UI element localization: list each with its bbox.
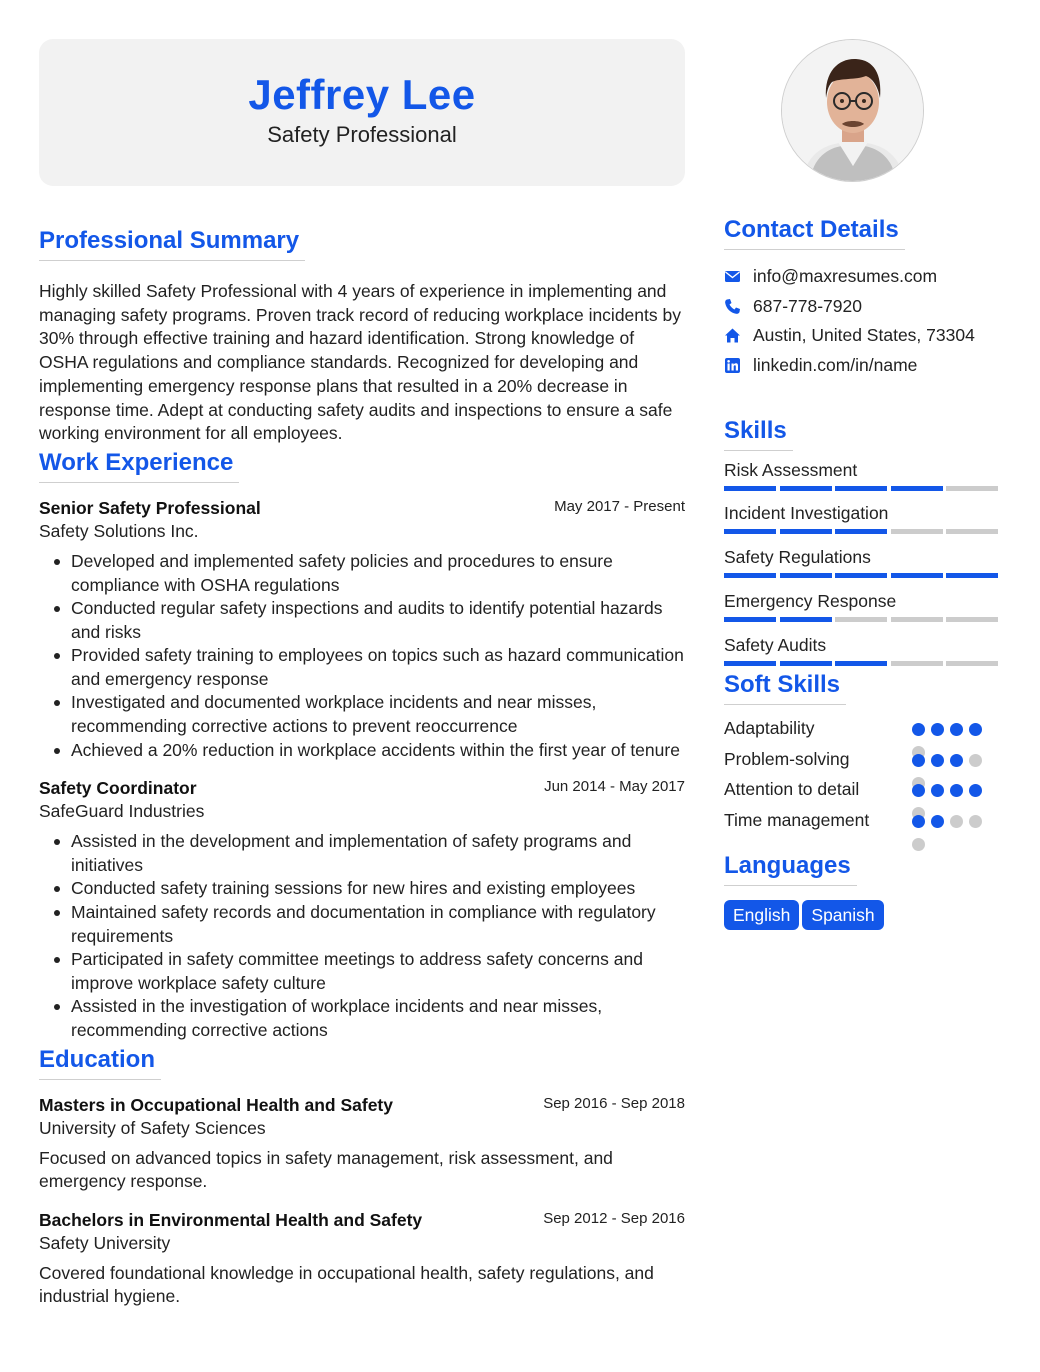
job-bullet: Conducted safety training sessions for new hires and existing employees [39,877,685,901]
skill-level-segment [835,529,887,534]
school-name: University of Safety Sciences [39,1117,266,1138]
job-bullet: Maintained safety records and documentation in compliance with regulatory requirements [39,901,685,948]
rating-dot [950,784,963,797]
contact-linkedin-text: linkedin.com/in/name [753,355,918,376]
skill-level-bar [724,529,1000,534]
skill-level-segment [780,529,832,534]
skill-level-segment [835,486,887,491]
skill-level-segment [946,661,998,666]
job-date: Jun 2014 - May 2017 [544,778,685,796]
skill-label: Safety Audits [724,634,827,655]
skill-item [724,546,1004,590]
job-bullet: Assisted in the investigation of workplace incidents and near misses, recommending corrective actions [39,995,685,1042]
education-entry [39,1209,685,1309]
skill-level-segment [891,486,943,491]
skill-level-segment [891,661,943,666]
rating-dot [931,815,944,828]
school-name: Safety University [39,1232,171,1253]
summary-heading: Professional Summary [39,226,305,261]
job-company: Safety Solutions Inc. [39,520,199,541]
education-date: Sep 2016 - Sep 2018 [543,1094,685,1112]
skill-level-segment [835,661,887,666]
skill-level-bar [724,486,1000,491]
contact-linkedin[interactable] [724,354,1004,384]
skill-item [724,590,1004,634]
rating-dot [912,723,925,736]
rating-dot [950,723,963,736]
soft-skill-rating [912,815,992,829]
profile-photo [781,39,924,182]
skill-level-segment [946,529,998,534]
soft-skill-rating [912,784,992,798]
skill-level-segment [724,661,776,666]
skill-level-segment [724,617,776,622]
soft-skill-rating [912,723,992,737]
job-date: May 2017 - Present [554,497,685,515]
job-bullet: Conducted regular safety inspections and audits to identify potential hazards and risks [39,597,685,644]
skill-level-bar [724,661,1000,666]
soft-skill-label: Problem-solving [724,748,850,769]
skill-level-segment [780,573,832,578]
contact-email[interactable] [724,265,1004,295]
linkedin-icon [724,357,741,374]
skill-level-bar [724,617,1000,622]
rating-dot [969,784,982,797]
education-description: Covered foundational knowledge in occupational health, safety regulations, and industrial hygiene. [39,1262,654,1307]
soft-skill-label: Attention to detail [724,779,860,800]
skill-level-segment [724,486,776,491]
languages-list [724,900,1004,930]
soft-skill-item [724,717,1004,748]
skill-level-segment [724,573,776,578]
envelope-icon [724,268,741,285]
contact-location-text: Austin, United States, 73304 [753,325,975,346]
education-entry [39,1094,685,1194]
avatar-illustration [782,40,924,182]
rating-dot [912,784,925,797]
job-bullet: Participated in safety committee meetings to address safety concerns and improve workplace safety culture [39,948,685,995]
soft-skill-label: Time management [724,809,870,830]
skill-level-segment [891,573,943,578]
skill-item [724,502,1004,546]
skills-list [724,459,1004,677]
rating-dot [950,754,963,767]
skill-level-segment [835,573,887,578]
degree-title: Masters in Occupational Health and Safety [39,1094,393,1115]
soft-skills-list [724,717,1004,839]
job-bullets [39,830,685,1042]
home-icon [724,327,741,344]
job-title: Senior Safety Professional [39,497,261,518]
education-heading: Education [39,1045,161,1080]
skill-label: Emergency Response [724,590,897,611]
skill-level-segment [835,617,887,622]
skills-heading: Skills [724,416,793,451]
skill-level-segment [946,486,998,491]
soft-skill-item [724,778,1004,809]
job-entry [39,777,685,1042]
soft-skill-rating [912,754,992,768]
rating-dot [912,754,925,767]
skill-level-segment [891,529,943,534]
job-company: SafeGuard Industries [39,801,205,822]
job-bullet: Assisted in the development and implementation of safety programs and initiatives [39,830,685,877]
candidate-name: Jeffrey Lee [248,71,476,118]
candidate-title: Safety Professional [267,122,457,147]
rating-dot [969,723,982,736]
contact-phone[interactable] [724,295,1004,325]
degree-title: Bachelors in Environmental Health and Safety [39,1209,423,1230]
work-heading: Work Experience [39,448,239,483]
contact-list [724,265,1004,384]
languages-heading: Languages [724,851,857,886]
contact-email-text: info@maxresumes.com [753,266,938,286]
contact-phone-text: 687-778-7920 [753,295,862,316]
rating-dot [969,815,982,828]
skill-level-segment [780,617,832,622]
phone-icon [724,298,741,315]
language-badge: English [724,900,799,930]
resume-header [39,39,685,186]
skill-item [724,459,1004,503]
sidebar-column [724,39,1004,930]
language-badge: Spanish [802,900,883,930]
skill-level-bar [724,573,1000,578]
skill-item [724,634,1004,678]
skill-level-segment [946,617,998,622]
skill-label: Risk Assessment [724,459,858,480]
job-title: Safety Coordinator [39,778,197,799]
rating-dot [931,784,944,797]
job-bullet: Investigated and documented workplace incidents and near misses, recommending corrective actions to prevent reoccurrence [39,691,685,738]
skill-level-segment [891,617,943,622]
job-bullet: Developed and implemented safety policies and procedures to ensure compliance with OSHA regulations [39,550,685,597]
rating-dot [931,723,944,736]
rating-dot [931,754,944,767]
job-bullets [39,550,685,762]
soft-skills-heading: Soft Skills [724,670,846,705]
contact-location [724,324,1004,354]
soft-skill-item [724,809,1004,840]
skill-label: Incident Investigation [724,503,889,524]
skill-level-segment [780,661,832,666]
skill-level-segment [780,486,832,491]
job-entry [39,497,685,762]
contact-heading: Contact Details [724,215,905,250]
skill-level-segment [724,529,776,534]
rating-dot [950,815,963,828]
skill-level-segment [946,573,998,578]
main-column [39,39,685,1309]
skill-label: Safety Regulations [724,547,871,568]
rating-dot [912,815,925,828]
job-bullet: Provided safety training to employees on topics such as hazard communication and emergency response [39,644,685,691]
rating-dot [912,838,925,851]
job-bullet: Achieved a 20% reduction in workplace accidents within the first year of tenure [39,739,685,763]
education-description: Focused on advanced topics in safety management, risk assessment, and emergency response. [39,1147,613,1192]
rating-dot [969,754,982,767]
soft-skill-label: Adaptability [724,718,815,739]
soft-skill-item [724,748,1004,779]
education-date: Sep 2012 - Sep 2016 [543,1209,685,1227]
summary-text: Highly skilled Safety Professional with 4 years of experience in implementing and managing safety programs. Proven track record of reducing workplace incidents by 30% through effective training and hazard identification. Strong knowledge of OSHA regulations and compliance standards. Recognized for developing and implementing emergency response plans that resulted in a 20% decrease in response time. Adept at conducting safety audits and inspections to ensure a safe working environment for all employees. [39,281,681,444]
